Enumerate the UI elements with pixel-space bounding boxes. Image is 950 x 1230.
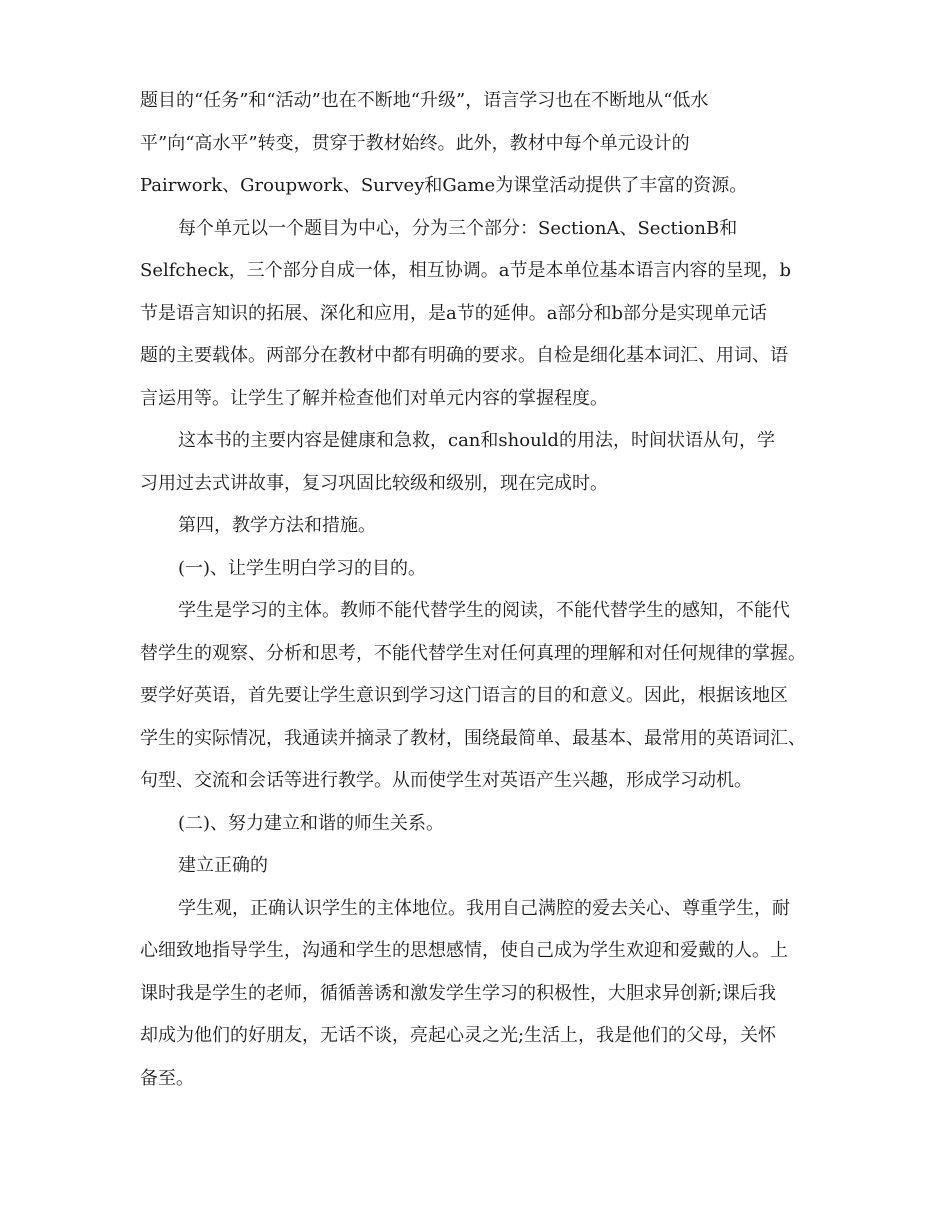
text-line: Selfcheck，三个部分自成一体，相互协调。a节是本单位基本语言内容的呈现，b	[140, 260, 791, 281]
text-line: 平”向“高水平”转变，贯穿于教材始终。此外，教材中每个单元设计的	[140, 132, 690, 154]
text-line: 节是语言知识的拓展、深化和应用，是a节的延伸。a部分和b部分是实现单元话	[140, 302, 767, 324]
text-line: 每个单元以一个题目为中心，分为三个部分：SectionA、SectionB和	[178, 217, 738, 239]
text-line: 建立正确的	[178, 855, 268, 876]
text-line: 却成为他们的好朋友，无话不谈，亮起心灵之光;生活上，我是他们的父母，关怀	[140, 1025, 777, 1046]
text-line: 备至。	[140, 1067, 194, 1089]
text-line: 要学好英语，首先要让学生意识到学习这门语言的目的和意义。因此，根据该地区	[140, 685, 788, 706]
subsection-heading: (一)、让学生明白学习的目的。	[178, 557, 427, 579]
text-line: 学生观，正确认识学生的主体地位。我用自己满腔的爱去关心、尊重学生，耐	[178, 897, 790, 919]
text-line: 这本书的主要内容是健康和急救，can和should的用法，时间状语从句，学	[178, 430, 775, 451]
text-line: 句型、交流和会话等进行教学。从而使学生对英语产生兴趣，形成学习动机。	[140, 770, 752, 791]
text-line: 心细致地指导学生，沟通和学生的思想感情，使自己成为学生欢迎和爱戴的人。上	[140, 940, 788, 961]
text-line: 言运用等。让学生了解并检查他们对单元内容的掌握程度。	[140, 387, 608, 409]
section-heading: 第四，教学方法和措施。	[178, 515, 376, 536]
document-body	[140, 80, 840, 1100]
text-line: Pairwork、Groupwork、Survey和Game为课堂活动提供了丰富的资源。	[140, 175, 748, 196]
text-line: 替学生的观察、分析和思考，不能代替学生对任何真理的理解和对任何规律的掌握。	[140, 642, 806, 664]
subsection-heading: (二)、努力建立和谐的师生关系。	[178, 812, 445, 834]
text-line: 学生的实际情况，我通读并摘录了教材，围绕最简单、最基本、最常用的英语词汇、	[140, 727, 806, 749]
text-line: 题的主要载体。两部分在教材中都有明确的要求。自检是细化基本词汇、用词、语	[140, 345, 788, 366]
text-line: 题目的“任务”和“活动”也在不断地“升级”，语言学习也在不断地从“低水	[140, 90, 709, 111]
text-line: 习用过去式讲故事，复习巩固比较级和级别，现在完成时。	[140, 472, 608, 494]
text-line: 学生是学习的主体。教师不能代替学生的阅读，不能代替学生的感知，不能代	[178, 600, 790, 621]
text-line: 课时我是学生的老师，循循善诱和激发学生学习的积极性，大胆求异创新;课后我	[140, 982, 777, 1004]
